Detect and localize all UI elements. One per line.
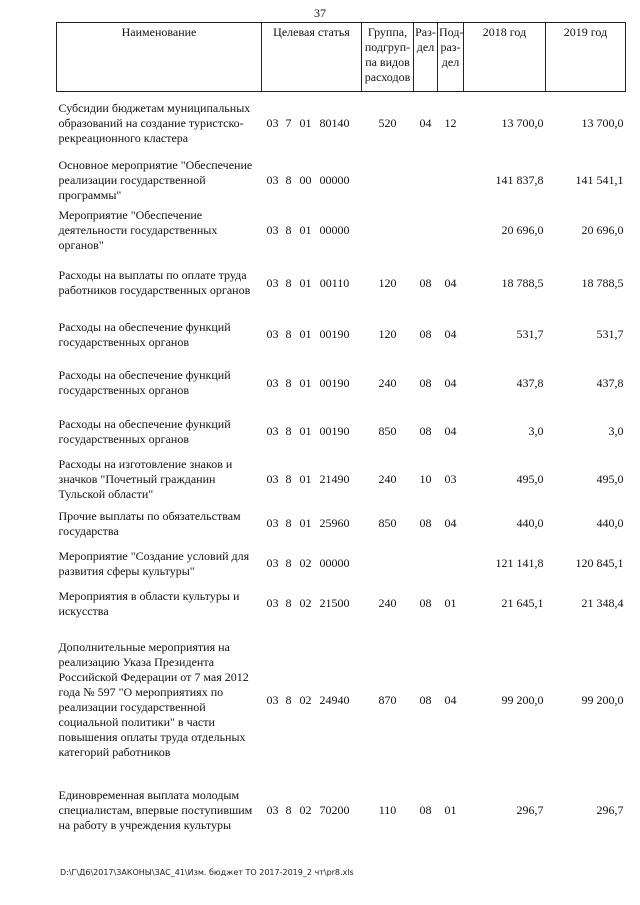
table-row (57, 256, 626, 311)
target-article-part: 03 (266, 803, 279, 817)
table-row (57, 92, 626, 156)
row-target-article (262, 256, 362, 311)
row-2018: 18 788,5 (501, 275, 544, 290)
row-podrazdel: 01 (444, 803, 457, 817)
row-name: Мероприятия в области культуры и искусства (58, 588, 240, 618)
target-article-part: 02 (299, 692, 312, 707)
row-name: Мероприятие "Создание условий для развития сферы культуры" (58, 548, 250, 578)
target-article-part: 8 (285, 424, 292, 438)
table-row (57, 359, 626, 408)
row-2018: 495,0 (516, 472, 544, 486)
row-2019: 18 788,5 (581, 275, 624, 290)
row-razdel: 08 (419, 424, 432, 438)
row-2018: 13 700,0 (501, 116, 544, 131)
table-row (57, 156, 626, 206)
row-target-article (262, 777, 362, 845)
target-article-part: 00190 (319, 375, 350, 390)
target-article-part: 01 (299, 275, 312, 290)
row-target-article (262, 156, 362, 206)
row-target-article (262, 311, 362, 359)
row-podrazdel (438, 156, 464, 206)
row-2018: 531,7 (516, 327, 544, 341)
row-group: 240 (378, 596, 397, 610)
target-article-part: 03 (266, 556, 279, 570)
row-name: Расходы на обеспечение функций государственных органов (58, 319, 231, 349)
row-razdel: 10 (419, 472, 432, 486)
row-name: Расходы на изготовление знаков и значков "Почетный гражданин Тульской области" (58, 457, 233, 501)
target-article-part: 00000 (319, 173, 350, 187)
target-article-part: 7 (285, 116, 292, 131)
header-razdel: Раз-дел (414, 23, 438, 92)
row-group: 850 (378, 516, 397, 530)
row-2018: 99 200,0 (501, 692, 544, 707)
row-group (362, 206, 414, 256)
row-name: Дополнительные мероприятия на реализацию Указа Президента Российской Федерации от 7 мая 2012 года № 597 "О мероприятиях по реализации государственной социальной политики" в части повышения оплаты труда отдельных категорий работников (58, 640, 249, 759)
target-article-part: 03 (266, 173, 279, 187)
row-target-article (262, 408, 362, 456)
target-article-part: 21500 (319, 596, 350, 610)
target-article-part: 01 (299, 516, 312, 530)
row-razdel: 08 (419, 596, 432, 610)
target-article-part: 8 (285, 223, 292, 237)
target-article-part: 03 (266, 375, 279, 390)
row-target-article (262, 92, 362, 156)
table-row (57, 777, 626, 845)
row-2019: 437,8 (596, 375, 624, 390)
header-2019: 2019 год (546, 23, 626, 92)
target-article-part: 8 (285, 327, 292, 341)
row-target-article (262, 624, 362, 777)
target-article-part: 21490 (319, 472, 350, 486)
page-number: 37 (314, 6, 326, 20)
row-2019: 20 696,0 (581, 223, 624, 237)
table-row (57, 504, 626, 544)
row-podrazdel (438, 206, 464, 256)
row-razdel (414, 206, 438, 256)
row-2018: 21 645,1 (501, 596, 544, 610)
target-article-part: 01 (299, 472, 312, 486)
target-article-part: 00000 (319, 223, 350, 237)
target-article-part: 00190 (319, 327, 350, 341)
row-2019: 120 845,1 (575, 556, 624, 570)
row-name: Единовременная выплата молодым специалистам, впервые поступившим на работу в учреждения культуры (58, 788, 253, 832)
row-group: 110 (378, 803, 397, 817)
target-article-part: 01 (299, 116, 312, 131)
target-article-part: 03 (266, 596, 279, 610)
row-2018: 440,0 (516, 516, 544, 530)
row-2018: 121 141,8 (495, 556, 544, 570)
row-razdel: 08 (419, 692, 432, 707)
row-name: Расходы на выплаты по оплате труда работников государственных органов (58, 268, 251, 297)
row-name: Субсидии бюджетам муниципальных образований на создание туристско-рекреационного кластера (58, 101, 251, 146)
target-article-part: 24940 (319, 692, 350, 707)
row-name: Расходы на обеспечение функций государственных органов (58, 368, 231, 397)
row-2019: 13 700,0 (581, 116, 624, 131)
row-podrazdel (438, 544, 464, 584)
row-2018: 141 837,8 (495, 173, 544, 187)
target-article-part: 02 (299, 803, 312, 817)
row-group (362, 544, 414, 584)
row-razdel (414, 156, 438, 206)
row-2019: 296,7 (596, 803, 624, 817)
row-podrazdel: 04 (444, 424, 457, 438)
target-article-part: 8 (285, 472, 292, 486)
target-article-part: 03 (266, 692, 279, 707)
target-article-part: 8 (285, 516, 292, 530)
target-article-part: 00 (299, 173, 312, 187)
row-2019: 531,7 (596, 327, 624, 341)
row-2019: 3,0 (608, 424, 624, 438)
target-article-part: 01 (299, 424, 312, 438)
target-article-part: 8 (285, 275, 292, 290)
budget-table (56, 22, 626, 845)
row-name: Прочие выплаты по обязательствам государства (58, 508, 241, 538)
row-razdel: 08 (419, 803, 432, 817)
row-razdel: 08 (419, 275, 432, 290)
target-article-part: 03 (266, 472, 279, 486)
target-article-part: 03 (266, 327, 279, 341)
target-article-part: 03 (266, 516, 279, 530)
row-group: 520 (378, 116, 397, 131)
row-target-article (262, 456, 362, 504)
row-podrazdel: 04 (444, 327, 457, 341)
table-header-row (57, 23, 626, 92)
file-path-footer: D:\Г\Д6\2017\ЗАКОНЫ\ЗАС_41\Изм. бюджет ТО 2017-2019_2 чт\pr8.xls (60, 868, 354, 877)
row-razdel: 08 (419, 327, 432, 341)
row-2019: 21 348,4 (581, 596, 624, 610)
row-razdel: 08 (419, 516, 432, 530)
row-target-article (262, 504, 362, 544)
row-podrazdel: 04 (444, 375, 457, 390)
row-2018: 20 696,0 (501, 223, 544, 237)
header-name: Наименование (57, 23, 262, 92)
row-group: 240 (378, 375, 397, 390)
header-group: Группа, подгруп-па видов расходов (362, 23, 414, 92)
row-group: 120 (378, 327, 397, 341)
target-article-part: 8 (285, 803, 292, 817)
row-2018: 437,8 (516, 375, 544, 390)
target-article-part: 8 (285, 375, 292, 390)
row-target-article (262, 584, 362, 624)
row-2019: 440,0 (596, 516, 624, 530)
row-target-article (262, 359, 362, 408)
target-article-part: 02 (299, 556, 312, 570)
row-podrazdel: 04 (444, 275, 457, 290)
row-podrazdel: 01 (444, 596, 457, 610)
target-article-part: 8 (285, 692, 292, 707)
header-2018: 2018 год (464, 23, 546, 92)
table-row (57, 456, 626, 504)
row-group: 850 (378, 424, 397, 438)
table-row (57, 624, 626, 777)
target-article-part: 02 (299, 596, 312, 610)
target-article-part: 01 (299, 223, 312, 237)
table-row (57, 206, 626, 256)
row-razdel: 08 (419, 375, 432, 390)
row-target-article (262, 544, 362, 584)
table-row (57, 408, 626, 456)
header-target-article: Целевая статья (262, 23, 362, 92)
target-article-part: 25960 (319, 516, 350, 530)
target-article-part: 01 (299, 375, 312, 390)
target-article-part: 00110 (319, 275, 350, 290)
row-razdel (414, 544, 438, 584)
target-article-part: 80140 (319, 116, 350, 131)
row-2019: 141 541,1 (575, 173, 624, 187)
row-razdel: 04 (419, 116, 432, 131)
row-podrazdel: 04 (444, 516, 457, 530)
row-2018: 296,7 (516, 803, 544, 817)
table-row (57, 544, 626, 584)
row-group (362, 156, 414, 206)
target-article-part: 8 (285, 173, 292, 187)
row-2019: 495,0 (596, 472, 624, 486)
target-article-part: 00000 (319, 556, 350, 570)
row-group: 240 (378, 472, 397, 486)
table-row (57, 584, 626, 624)
row-group: 120 (378, 275, 397, 290)
row-group: 870 (378, 692, 397, 707)
target-article-part: 03 (266, 275, 279, 290)
row-name: Мероприятие "Обеспечение деятельности государственных органов" (58, 208, 218, 252)
row-2019: 99 200,0 (581, 692, 624, 707)
target-article-part: 03 (266, 116, 279, 131)
row-podrazdel: 04 (444, 692, 457, 707)
target-article-part: 8 (285, 556, 292, 570)
target-article-part: 00190 (319, 424, 350, 438)
row-podrazdel: 03 (444, 472, 457, 486)
target-article-part: 03 (266, 424, 279, 438)
row-target-article (262, 206, 362, 256)
row-2018: 3,0 (528, 424, 544, 438)
target-article-part: 01 (299, 327, 312, 341)
header-podrazdel: Под-раз-дел (438, 23, 464, 92)
row-podrazdel: 12 (444, 116, 457, 131)
table-row (57, 311, 626, 359)
target-article-part: 03 (266, 223, 279, 237)
row-name: Расходы на обеспечение функций государственных органов (58, 416, 231, 446)
row-name: Основное мероприятие "Обеспечение реализации государственной программы" (58, 158, 253, 202)
target-article-part: 8 (285, 596, 292, 610)
target-article-part: 70200 (319, 803, 350, 817)
